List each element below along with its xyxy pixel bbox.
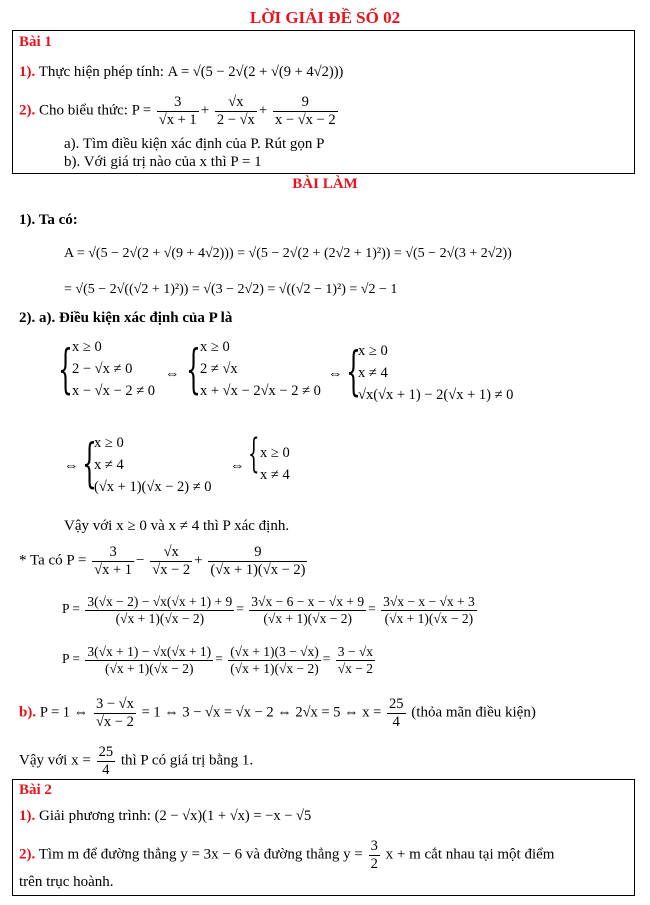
sol2b-note: (thỏa mãn điều kiện)	[411, 704, 536, 721]
system-line: (√x + 1)(√x − 2) ≠ 0	[94, 479, 212, 495]
q2-lhs: P =	[131, 102, 152, 119]
problem-2-q2-continued: trên trục hoành.	[19, 874, 114, 890]
q2-number: 2).	[19, 102, 36, 119]
p-lhs: P =	[62, 601, 80, 617]
problem-1-heading: Bài 1	[19, 34, 52, 50]
brace-icon: {	[82, 434, 97, 494]
q2-text-b: x + m cắt nhau tại một điểm	[385, 846, 555, 863]
fraction: $\frac{3}{2}$	[370, 838, 378, 872]
fraction: $\frac{9}{(√x + 1)(√x - 2)}$	[210, 544, 306, 578]
fraction: $\frac{3√x - 6 - x - √x + 9}{(√x + 1)(√x - 2)}$	[251, 594, 365, 626]
system-line: x ≥ 0	[72, 339, 102, 355]
conclusion-prefix: Vậy với x =	[19, 752, 91, 769]
fraction: $\frac{3}{√x + 1}$	[94, 544, 133, 578]
system-line: x ≠ 4	[94, 457, 124, 473]
problem-2-q1	[19, 808, 311, 825]
sol2b-line	[19, 696, 536, 730]
brace-icon: {	[186, 340, 201, 400]
iff-symbol: ⇔	[165, 366, 180, 382]
q2b-text: b). Với giá trị nào của x thì P = 1	[64, 154, 262, 170]
system-line: √x(√x + 1) − 2(√x + 1) ≠ 0	[358, 387, 514, 403]
fraction: $\frac{3}{√x + 1}$	[158, 94, 197, 128]
q1-expression: A = √(5 − 2√(2 + √(9 + 4√2)))	[167, 64, 344, 80]
fraction: $\frac{3(√x - 2) - √x(√x + 1) + 9}{(√x + 1)(√x - 2)}$	[87, 594, 233, 626]
page-title: LỜI GIẢI ĐỀ SỐ 02	[249, 8, 401, 27]
q2-number: 2).	[19, 846, 36, 863]
system-line: x − √x − 2 ≠ 0	[72, 383, 156, 399]
sol2b-label: b).	[19, 704, 37, 721]
fraction: $\frac{25}{4}$	[389, 696, 404, 730]
sol2b-rest: = 1 ⇔ 3 − √x = √x − 2 ⇔ 2√x = 5 ⇔ x =	[141, 704, 382, 721]
sol2b-lhs: P = 1 ⇔	[39, 704, 89, 721]
fraction: $\frac{3 - √x}{√x - 2}$	[337, 644, 373, 676]
q1-expression: (2 − √x)(1 + √x) = −x − √5	[154, 808, 312, 824]
system-line: 2 ≠ √x	[200, 361, 238, 377]
q1-text: Giải phương trình:	[39, 808, 151, 824]
problem-1-q1	[19, 64, 343, 81]
q1-number: 1).	[19, 64, 36, 80]
brace-icon: {	[248, 431, 260, 477]
brace-icon: {	[346, 342, 361, 402]
q2a-text: a). Tìm điều kiện xác định của P. Rút gọn P	[64, 136, 325, 152]
fraction: $\frac{3√x - x - √x + 3}{(√x + 1)(√x - 2)}$	[383, 594, 475, 626]
sol1-label: 1). Ta có:	[19, 212, 78, 228]
fraction: $\frac{√x}{√x - 2}$	[152, 544, 191, 578]
system-line: x ≥ 0	[200, 339, 230, 355]
simplify-line-3: P = $\frac{3(√x + 1) - √x(√x + 1)}{(√x + 1)(√x - 2)}$ = $\frac{(√x + 1)(3 - √x)}{(√x + 1)(√x - 2)}$ = $\frac{3 - √x}{√x - 2}$	[62, 644, 373, 676]
solution-heading: BÀI LÀM	[292, 176, 358, 192]
system-line: x ≠ 4	[358, 365, 388, 381]
problem-2-heading: Bài 2	[19, 782, 52, 798]
system-line: x ≥ 0	[94, 435, 124, 451]
sol1-line2: = √(5 − 2√((√2 + 1)²)) = √(3 − 2√2) = √((√2 − 1)²) = √2 − 1	[64, 282, 398, 297]
fraction: $\frac{9}{x - √x - 2}$	[275, 94, 336, 128]
fraction: $\frac{√x}{2 - √x}$	[216, 94, 255, 128]
system-line: x + √x − 2√x − 2 ≠ 0	[200, 383, 321, 399]
simplify-line-2: P = $\frac{3(√x - 2) - √x(√x + 1) + 9}{(√x + 1)(√x - 2)}$ = $\frac{3√x - 6 - x - √x + 9}{(√x + 1)(√x - 2)}$ = $\frac{3√x - x - √x + 3}{(√x + 1)(√x - 2)}$	[62, 594, 475, 626]
iff-symbol: ⇔	[230, 458, 245, 474]
fraction: $\frac{3(√x + 1) - √x(√x + 1)}{(√x + 1)(√x - 2)}$	[87, 644, 212, 676]
system-line: 2 − √x ≠ 0	[72, 361, 133, 377]
system-line: x ≠ 4	[260, 467, 290, 483]
q1-text: Thực hiện phép tính:	[38, 64, 164, 80]
problem-2-q2	[19, 838, 554, 872]
iff-symbol: ⇔	[328, 366, 343, 382]
fraction: $\frac{(√x + 1)(3 - √x)}{(√x + 1)(√x - 2)}$	[230, 644, 319, 676]
q1-number: 1).	[19, 808, 36, 824]
q2-text: Cho biểu thức:	[39, 102, 128, 119]
iff-symbol: ⇔	[64, 458, 79, 474]
sol2b-conclusion	[19, 744, 253, 778]
problem-1-q2: 2). Cho biểu thức: P = $\frac{3}{√x + 1}$ + $\frac{√x}{2 - √x}$ + $\frac{9}{x - √x - 2}$	[19, 94, 336, 128]
simplify-intro: * Ta có P =	[19, 552, 87, 569]
sol2a-conclusion: Vậy với x ≥ 0 và x ≠ 4 thì P xác định.	[64, 518, 290, 534]
q2-text-a: Tìm m để đường thẳng y = 3x − 6 và đường thẳng y =	[38, 846, 363, 863]
system-line: x ≥ 0	[260, 445, 290, 461]
sol2a-label: 2). a). Điều kiện xác định của P là	[19, 310, 233, 326]
sol1-line1: A = √(5 − 2√(2 + √(9 + 4√2))) = √(5 − 2√(2 + (2√2 + 1)²)) = √(5 − 2√(3 + 2√2))	[64, 246, 512, 261]
conclusion-suffix: thì P có giá trị bằng 1.	[120, 752, 254, 769]
simplify-line-1: * Ta có P = $\frac{3}{√x + 1}$ − $\frac{√x}{√x - 2}$ + $\frac{9}{(√x + 1)(√x - 2)}$	[19, 544, 306, 578]
fraction: $\frac{3 - √x}{√x - 2}$	[95, 696, 134, 730]
fraction: $\frac{25}{4}$	[98, 744, 114, 778]
brace-icon: {	[58, 340, 73, 400]
system-line: x ≥ 0	[358, 343, 388, 359]
p-lhs: P =	[62, 651, 80, 667]
